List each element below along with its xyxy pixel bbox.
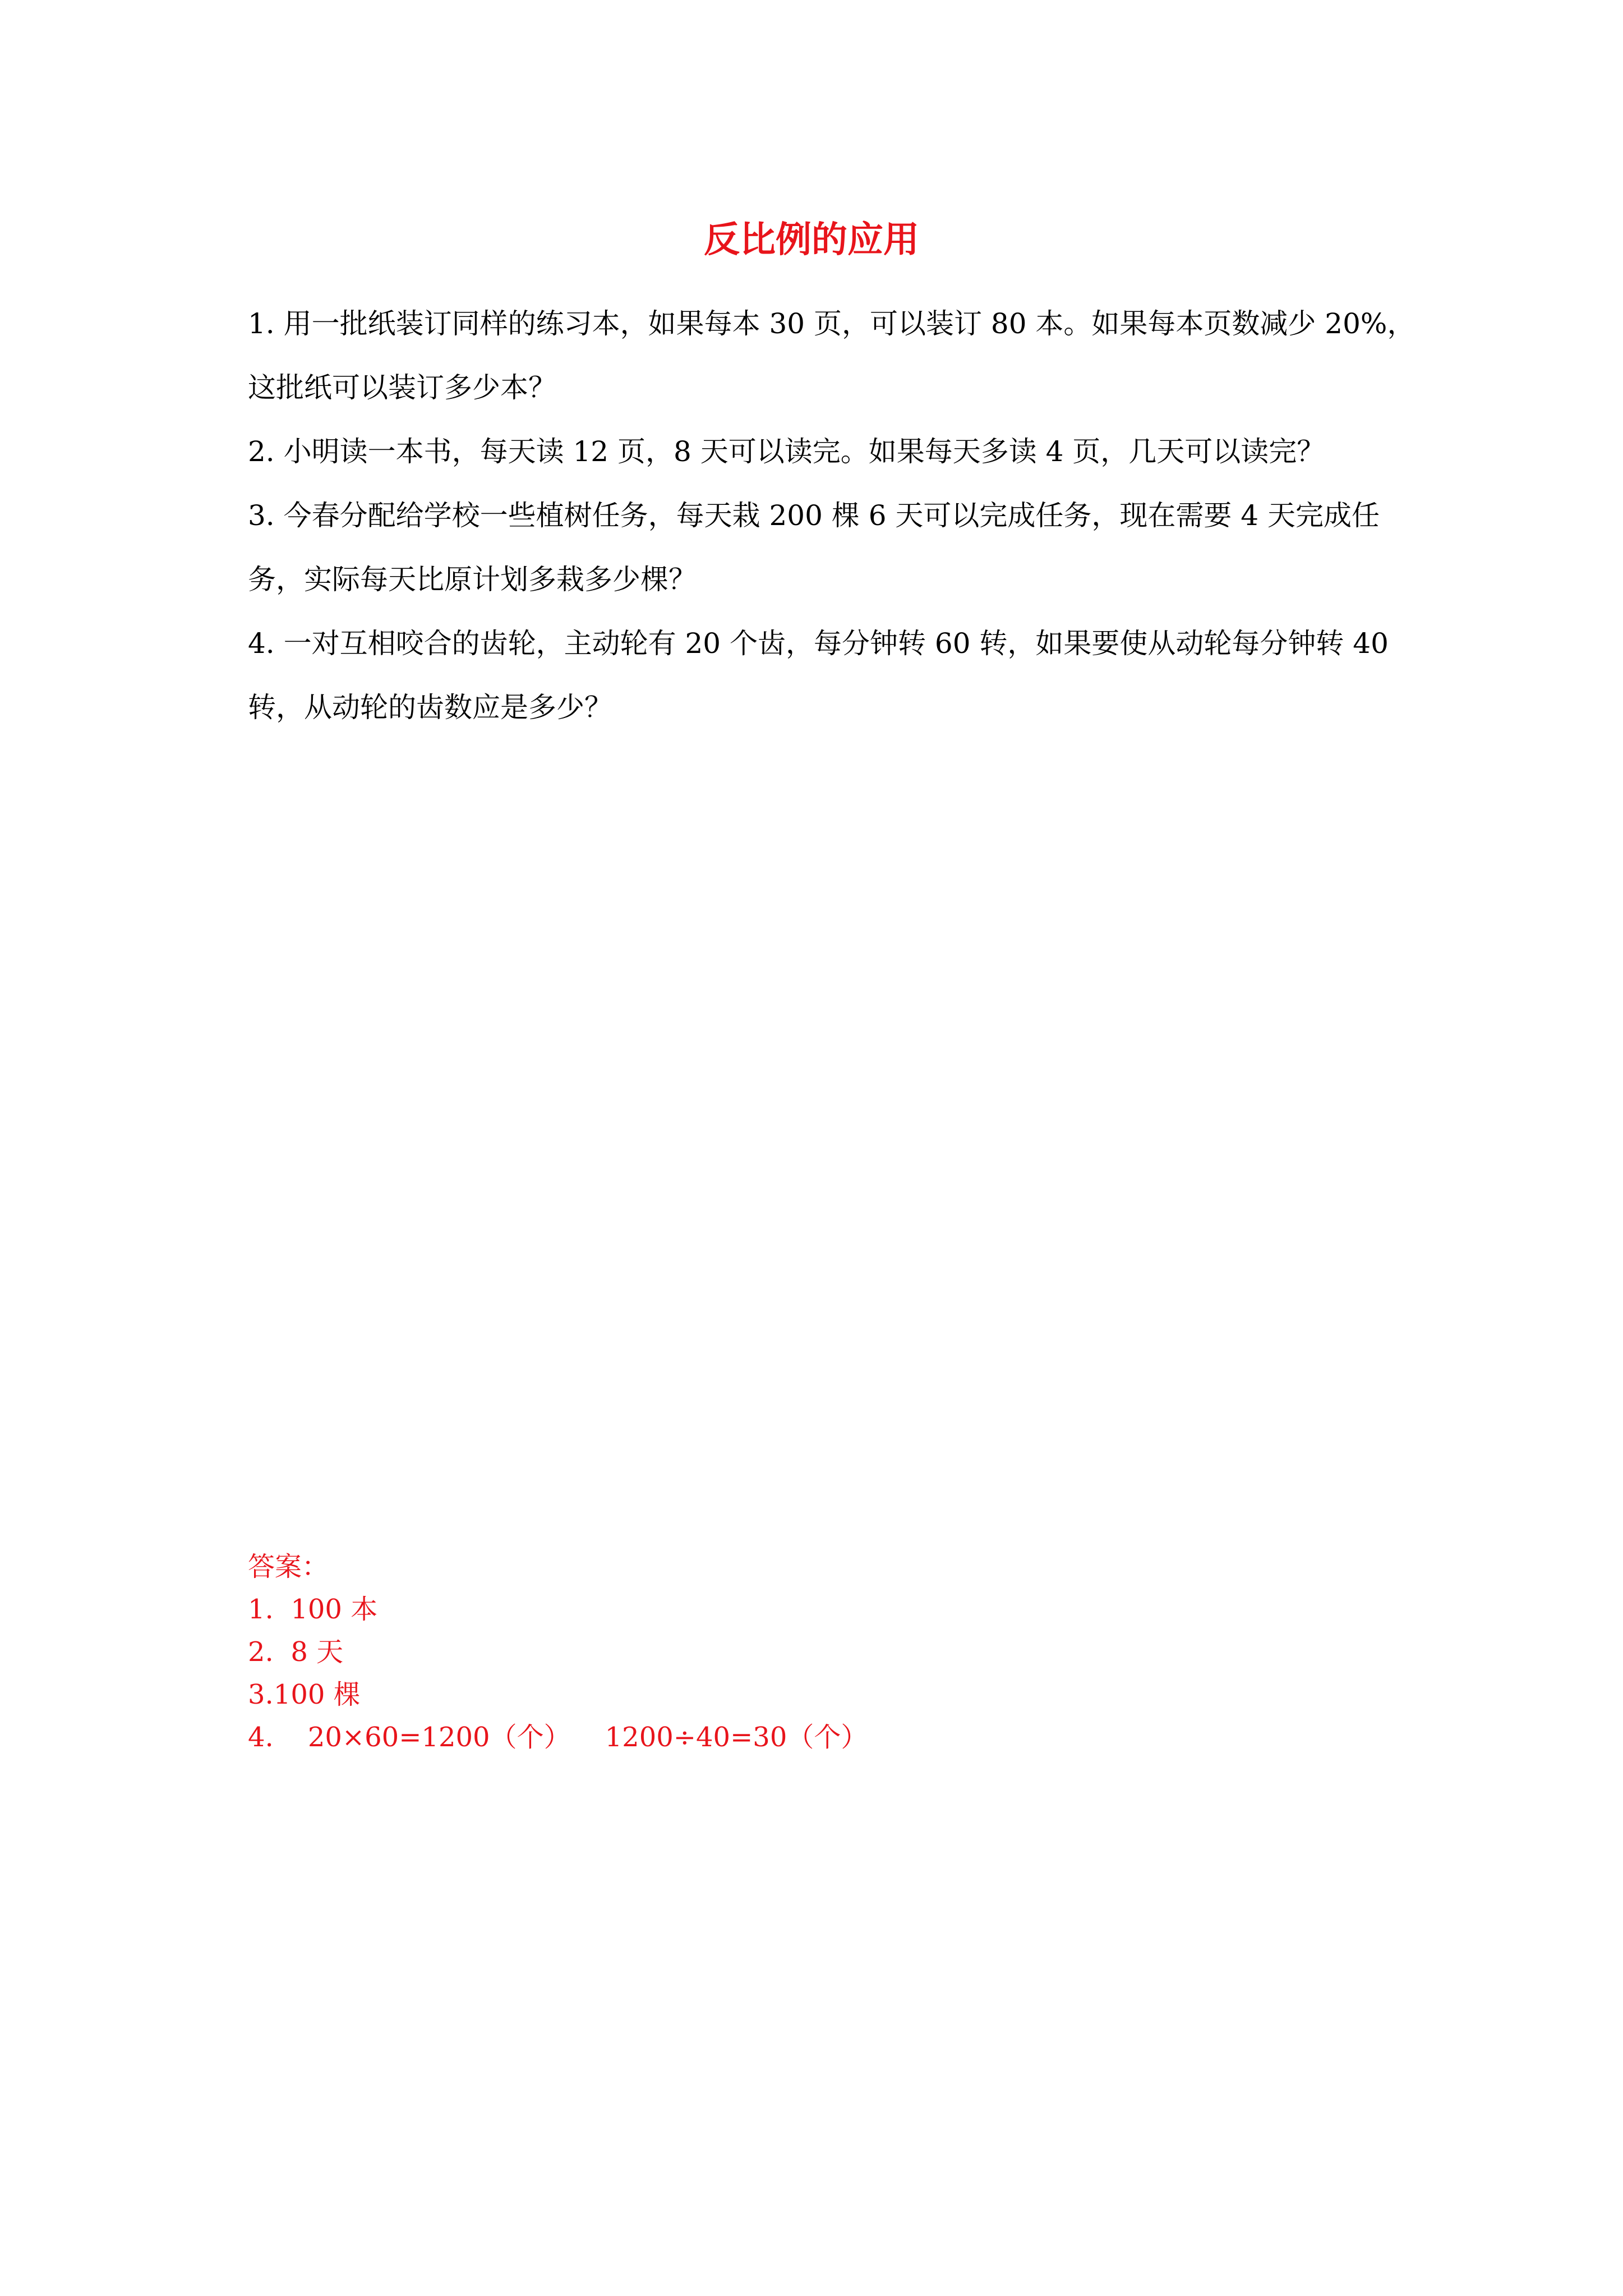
question-4-line-1: 4. 一对互相咬合的齿轮，主动轮有 20 个齿，每分钟转 60 转，如果要使从动轮每分钟转 40	[248, 627, 1389, 660]
question-4-line-2: 转，从动轮的齿数应是多少？	[248, 691, 612, 724]
answers-heading: 答案：	[248, 1551, 329, 1582]
answer-3: 3.100 棵	[248, 1679, 361, 1710]
question-3-line-2: 务，实际每天比原计划多栽多少棵？	[248, 563, 697, 596]
question-2-line-1: 2. 小明读一本书，每天读 12 页，8 天可以读完。如果每天多读 4 页，几天可以读完？	[248, 435, 1325, 468]
question-1-line-1: 1. 用一批纸装订同样的练习本，如果每本 30 页，可以装订 80 本。如果每本页数减少 20%，	[248, 307, 1415, 340]
questions-section	[248, 292, 1415, 739]
answer-4: 4. 20×60=1200（个） 1200÷40=30（个）	[248, 1722, 868, 1753]
question-2	[248, 420, 1392, 484]
question-3	[248, 484, 1392, 611]
answer-1: 1. 100 本	[248, 1594, 378, 1625]
page-title: 反比例的应用	[704, 219, 919, 261]
question-3-line-1: 3. 今春分配给学校一些植树任务，每天栽 200 棵 6 天可以完成任务，现在需要 4 天完成任	[248, 499, 1380, 532]
question-1	[248, 292, 1415, 420]
question-4	[248, 611, 1392, 739]
answer-2: 2. 8 天	[248, 1636, 344, 1668]
answers-section	[248, 1545, 1392, 1759]
question-1-line-2: 这批纸可以装订多少本？	[248, 371, 556, 404]
